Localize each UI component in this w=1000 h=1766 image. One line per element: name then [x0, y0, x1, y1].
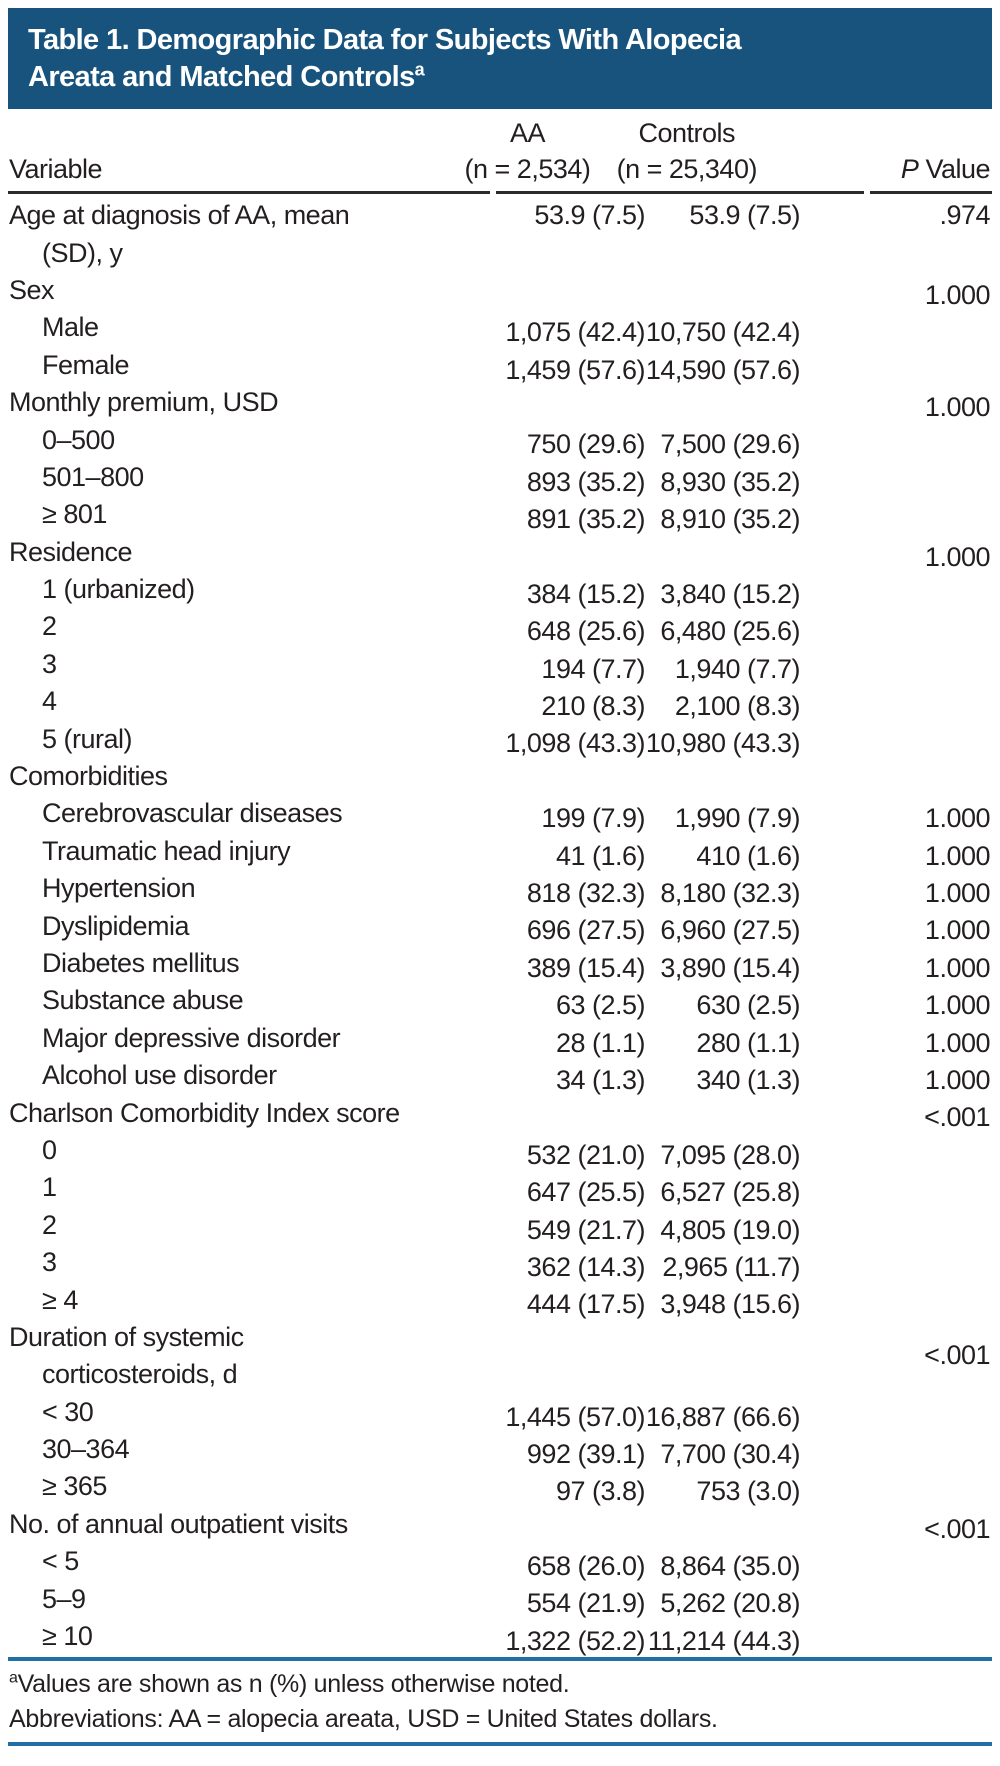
- row-label: [8, 1244, 435, 1281]
- p-value: [800, 651, 992, 688]
- row-label: [8, 1281, 435, 1318]
- p-value: [800, 1212, 992, 1249]
- controls-value: 10,980 (43.3): [645, 728, 800, 759]
- table-row: [8, 758, 992, 795]
- controls-value: 8,180 (32.3): [660, 878, 800, 909]
- table-row: [8, 571, 992, 608]
- row-label: [8, 384, 435, 421]
- controls-value: 2,965 (11.7): [662, 1251, 800, 1282]
- row-label: [8, 646, 435, 683]
- row-label-line: Male: [42, 312, 99, 343]
- footnote-abbreviations-text: Abbreviations: AA = alopecia areata, USD = United States dollars.: [9, 1705, 718, 1734]
- column-header-aa-line2: (n = 2,534): [464, 154, 591, 184]
- controls-value: [645, 539, 800, 576]
- table-row: [8, 459, 992, 496]
- p-value: [800, 1548, 992, 1585]
- column-header-controls-line1: Controls: [638, 118, 736, 148]
- row-label-line: Age at diagnosis of AA, mean: [9, 200, 350, 231]
- p-value: 1.000: [924, 391, 990, 422]
- aa-value: 34 (1.3): [555, 1064, 645, 1095]
- row-label-line: 501–800: [42, 461, 144, 492]
- row-label-line: Dyslipidemia: [42, 910, 190, 941]
- controls-value: [645, 389, 800, 426]
- table-row: [8, 534, 992, 571]
- row-label-line: ≥ 10: [42, 1621, 93, 1652]
- table-row: [8, 1580, 992, 1617]
- controls-value: 4,805 (19.0): [660, 1214, 800, 1245]
- row-label: [8, 1580, 435, 1617]
- table-row: [8, 1394, 992, 1431]
- footnote-values: [9, 1667, 992, 1702]
- p-value: [800, 314, 992, 351]
- row-label: [8, 1394, 435, 1431]
- aa-value: 1,459 (57.6): [505, 354, 645, 385]
- controls-value: [645, 763, 800, 800]
- row-label-line: Charlson Comorbidity Index score: [9, 1097, 400, 1128]
- table-title-line-2-text: Areata and Matched Controls: [28, 61, 415, 93]
- row-label-line: 1: [42, 1172, 57, 1203]
- aa-value: 992 (39.1): [526, 1438, 645, 1469]
- aa-value: 1,075 (42.4): [505, 317, 645, 348]
- controls-value: 14,590 (57.6): [645, 354, 800, 385]
- controls-value: 410 (1.6): [696, 840, 800, 871]
- aa-value: 28 (1.1): [555, 1027, 645, 1058]
- aa-value: 696 (27.5): [526, 915, 645, 946]
- p-value: [800, 501, 992, 538]
- p-italic: P: [900, 154, 919, 184]
- controls-value: 3,948 (15.6): [660, 1289, 800, 1320]
- controls-value: 8,910 (35.2): [660, 504, 800, 535]
- row-label: [8, 1020, 435, 1057]
- p-value: [800, 1399, 992, 1436]
- row-label: [8, 496, 435, 533]
- controls-value: 8,930 (35.2): [660, 466, 800, 497]
- column-header-controls: [609, 115, 764, 187]
- controls-value: [645, 1511, 800, 1548]
- table-row: [8, 945, 992, 982]
- p-value: [800, 426, 992, 463]
- row-label-line: < 5: [42, 1546, 79, 1577]
- aa-value: 549 (21.7): [526, 1214, 645, 1245]
- row-label-line: ≥ 365: [42, 1471, 107, 1502]
- table-row: [8, 1618, 992, 1655]
- aa-value: 1,322 (52.2): [505, 1625, 645, 1656]
- p-value: [800, 1585, 992, 1622]
- table-row: [8, 982, 992, 1019]
- controls-value: [645, 1324, 800, 1361]
- aa-value: 362 (14.3): [526, 1251, 645, 1282]
- table-row: [8, 608, 992, 645]
- row-label: [8, 1506, 435, 1543]
- row-label: [8, 945, 435, 982]
- row-label-line: Hypertension: [42, 873, 196, 904]
- footnotes: [8, 1661, 992, 1739]
- p-value: [800, 725, 992, 762]
- p-value: <.001: [924, 1102, 990, 1133]
- table-row: [8, 870, 992, 907]
- row-label-line: 5 (rural): [42, 723, 133, 754]
- controls-value: 10,750 (42.4): [645, 317, 800, 348]
- row-label-line: Traumatic head injury: [42, 835, 291, 866]
- table-row: [8, 833, 992, 870]
- table-row: [8, 347, 992, 384]
- table-row: [8, 1244, 992, 1281]
- row-label-line: Sex: [9, 274, 55, 305]
- aa-value: 818 (32.3): [526, 878, 645, 909]
- aa-value: 554 (21.9): [526, 1588, 645, 1619]
- column-header-variable: Variable: [9, 154, 103, 184]
- row-label-line: Residence: [9, 536, 133, 567]
- row-label-line: Monthly premium, USD: [9, 387, 279, 418]
- controls-value: 7,095 (28.0): [660, 1139, 800, 1170]
- p-value: [800, 1249, 992, 1286]
- controls-value: 3,890 (15.4): [660, 952, 800, 983]
- row-label-line: < 30: [42, 1396, 94, 1427]
- controls-value: 6,527 (25.8): [660, 1177, 800, 1208]
- row-label: [8, 571, 435, 608]
- row-label: [8, 1057, 435, 1094]
- controls-value: 340 (1.3): [696, 1064, 800, 1095]
- p-value: [800, 763, 992, 800]
- controls-value: 6,480 (25.6): [660, 616, 800, 647]
- p-value: 1.000: [924, 915, 990, 946]
- p-value: [800, 688, 992, 725]
- aa-value: 194 (7.7): [541, 653, 645, 684]
- row-label: [8, 421, 435, 458]
- table-row: [8, 1020, 992, 1057]
- table-row: [8, 1468, 992, 1505]
- aa-value: 1,098 (43.3): [505, 728, 645, 759]
- p-value: [800, 576, 992, 613]
- row-label: [8, 1618, 435, 1655]
- column-header-row: [8, 109, 992, 189]
- table-title-line-2: [28, 59, 974, 96]
- aa-value: 41 (1.6): [555, 840, 645, 871]
- row-label-line: 0: [42, 1134, 57, 1165]
- aa-value: [435, 539, 645, 576]
- controls-value: 8,864 (35.0): [660, 1551, 800, 1582]
- controls-value: 630 (2.5): [696, 990, 800, 1021]
- p-value: [800, 1137, 992, 1174]
- column-header-controls-line2: (n = 25,340): [616, 154, 757, 184]
- aa-value: 389 (15.4): [526, 952, 645, 983]
- aa-value: [435, 763, 645, 800]
- row-label: [8, 459, 435, 496]
- title-footnote-marker: a: [414, 59, 425, 80]
- table-row: [8, 1506, 992, 1543]
- row-label-line: 1 (urbanized): [42, 574, 195, 605]
- table-row: [8, 309, 992, 346]
- table-row: [8, 1207, 992, 1244]
- row-label: [8, 982, 435, 1019]
- aa-value: 1,445 (57.0): [505, 1401, 645, 1432]
- footnote-values-text: Values are shown as n (%) unless otherwise noted.: [17, 1670, 570, 1699]
- controls-value: 1,940 (7.7): [674, 653, 800, 684]
- aa-value: 63 (2.5): [555, 990, 645, 1021]
- row-label: [8, 1132, 435, 1169]
- table-row: [8, 720, 992, 757]
- p-value: [800, 1174, 992, 1211]
- row-label-line: 5–9: [42, 1583, 86, 1614]
- controls-value: 53.9 (7.5): [689, 200, 800, 230]
- row-label-line: ≥ 4: [42, 1284, 78, 1315]
- table-row: [8, 421, 992, 458]
- aa-value: 199 (7.9): [541, 803, 645, 834]
- aa-value: 893 (35.2): [526, 466, 645, 497]
- aa-value: 647 (25.5): [526, 1177, 645, 1208]
- header-underline-segment: [496, 191, 864, 194]
- row-label-line: Comorbidities: [9, 761, 168, 792]
- p-value: <.001: [924, 1513, 990, 1544]
- row-label: [8, 907, 435, 944]
- table-row: [8, 1132, 992, 1169]
- aa-value: [435, 1099, 645, 1136]
- controls-value: 1,990 (7.9): [674, 803, 800, 834]
- controls-value: 6,960 (27.5): [660, 915, 800, 946]
- header-underline: [8, 191, 992, 194]
- table-title-banner: [8, 8, 992, 109]
- controls-value: 2,100 (8.3): [674, 691, 800, 722]
- aa-value: 53.9 (7.5): [534, 200, 645, 230]
- aa-value: 210 (8.3): [541, 691, 645, 722]
- table-row: [8, 1431, 992, 1468]
- row-label: [8, 795, 435, 832]
- controls-value: 3,840 (15.2): [660, 578, 800, 609]
- table-row: [8, 496, 992, 533]
- p-value: [800, 1623, 992, 1660]
- aa-value: 750 (29.6): [526, 429, 645, 460]
- column-header-p-value: [800, 151, 992, 187]
- row-label-line: 4: [42, 686, 57, 717]
- footnote-marker: a: [9, 1669, 18, 1687]
- row-label: [8, 197, 435, 272]
- table-row: [8, 1543, 992, 1580]
- table-row: [8, 272, 992, 309]
- row-label-line: 3: [42, 648, 57, 679]
- row-label-line: Female: [42, 349, 130, 380]
- footnote-abbreviations: [9, 1702, 992, 1737]
- row-label: [8, 1094, 435, 1131]
- p-value: [800, 613, 992, 650]
- header-underline-segment: [870, 191, 992, 194]
- controls-value: [645, 1099, 800, 1136]
- p-value: 1.000: [924, 840, 990, 871]
- p-value: [800, 1286, 992, 1323]
- row-label-line: 3: [42, 1247, 57, 1278]
- p-value: 1.000: [924, 803, 990, 834]
- row-label: [8, 347, 435, 384]
- row-label: [8, 534, 435, 571]
- table-row: [8, 384, 992, 421]
- row-label-line: Duration of systemic: [9, 1321, 244, 1352]
- row-label-line: 30–364: [42, 1434, 130, 1465]
- p-value: 1.000: [924, 1027, 990, 1058]
- controls-value: 16,887 (66.6): [645, 1401, 800, 1432]
- table-title-line-1: Table 1. Demographic Data for Subjects With Alopecia: [28, 24, 742, 56]
- row-label-line: Cerebrovascular diseases: [42, 798, 343, 829]
- row-label: [8, 1207, 435, 1244]
- aa-value: 891 (35.2): [526, 504, 645, 535]
- table-row: [8, 907, 992, 944]
- row-label-line: No. of annual outpatient visits: [9, 1508, 348, 1539]
- row-label: [8, 309, 435, 346]
- p-value: [800, 352, 992, 389]
- row-label-line: Alcohol use disorder: [42, 1060, 277, 1091]
- controls-value: 5,262 (20.8): [660, 1588, 800, 1619]
- row-label-line: Substance abuse: [42, 985, 244, 1016]
- row-label: [8, 272, 435, 309]
- aa-value: 444 (17.5): [526, 1289, 645, 1320]
- row-label: [8, 1431, 435, 1468]
- table-row: [8, 197, 992, 272]
- row-label: [8, 720, 435, 757]
- p-value: 1.000: [924, 952, 990, 983]
- aa-value: [435, 389, 645, 426]
- aa-value: 648 (25.6): [526, 616, 645, 647]
- aa-value: [435, 277, 645, 314]
- row-label: [8, 870, 435, 907]
- table-row: [8, 1094, 992, 1131]
- row-label-line: corticosteroids, d: [42, 1359, 238, 1390]
- p-value: [800, 464, 992, 501]
- aa-value: [435, 1324, 645, 1361]
- row-label-line: 2: [42, 611, 57, 642]
- row-label: [8, 758, 435, 795]
- controls-value: 753 (3.0): [696, 1476, 800, 1507]
- p-value: 1.000: [924, 878, 990, 909]
- row-label: [8, 683, 435, 720]
- aa-value: 658 (26.0): [526, 1551, 645, 1582]
- aa-value: 384 (15.2): [526, 578, 645, 609]
- row-label-line: Major depressive disorder: [42, 1022, 341, 1053]
- row-label-line: 2: [42, 1209, 57, 1240]
- p-value: [800, 1436, 992, 1473]
- controls-value: 7,500 (29.6): [660, 429, 800, 460]
- row-label-line: Diabetes mellitus: [42, 948, 240, 978]
- table-row: [8, 646, 992, 683]
- table-row: [8, 795, 992, 832]
- row-label-line: (SD), y: [42, 237, 123, 268]
- table-row: [8, 1057, 992, 1094]
- row-label: [8, 1543, 435, 1580]
- row-label: [8, 1169, 435, 1206]
- row-label: [8, 1468, 435, 1505]
- p-value: 1.000: [924, 990, 990, 1021]
- bottom-rule: [8, 1742, 992, 1746]
- column-header-aa-line1: AA: [509, 118, 545, 148]
- table-body: [8, 194, 992, 1655]
- header-underline-segment: [8, 191, 490, 194]
- row-label: [8, 608, 435, 645]
- controls-value: [645, 277, 800, 314]
- p-value: 1.000: [924, 279, 990, 310]
- table-row: [8, 1281, 992, 1318]
- p-value: 1.000: [924, 541, 990, 572]
- p-value: 1.000: [924, 1064, 990, 1095]
- row-label: [8, 833, 435, 870]
- p-value: [800, 1473, 992, 1510]
- table-row: [8, 1169, 992, 1206]
- controls-value: 11,214 (44.3): [647, 1625, 800, 1656]
- row-label-line: ≥ 801: [42, 499, 107, 530]
- aa-value: 532 (21.0): [526, 1139, 645, 1170]
- row-label: [8, 1319, 435, 1394]
- table-row: [8, 1319, 992, 1394]
- controls-value: 280 (1.1): [696, 1027, 800, 1058]
- aa-value: [435, 1511, 645, 1548]
- table-row: [8, 683, 992, 720]
- row-label-line: 0–500: [42, 424, 115, 455]
- p-value: <.001: [924, 1340, 990, 1371]
- aa-value: 97 (3.8): [555, 1476, 645, 1507]
- p-value: .974: [939, 200, 990, 230]
- controls-value: 7,700 (30.4): [660, 1438, 800, 1469]
- p-value-word: Value: [925, 154, 990, 184]
